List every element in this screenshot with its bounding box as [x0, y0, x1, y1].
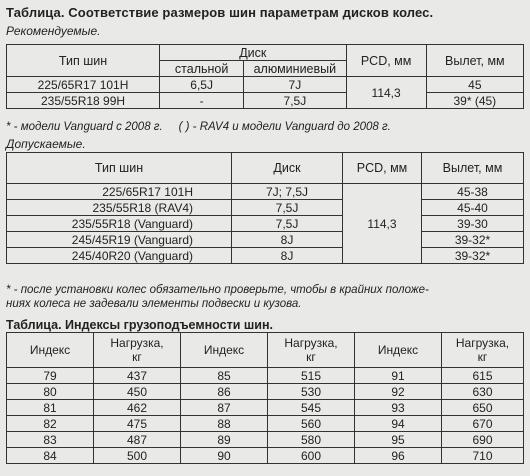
- permitted-note-1: * - после установки колес обязательно проверьте, чтобы в крайних положе-: [6, 284, 429, 296]
- header-load: Нагрузка, кг: [268, 333, 355, 368]
- index-cell: 89: [181, 432, 268, 448]
- header-index: Индекс: [7, 333, 94, 368]
- table-row: [7, 368, 524, 384]
- header-index: Индекс: [355, 333, 442, 368]
- load-index-table: [6, 332, 524, 464]
- offset-cell: 39-32*: [422, 248, 524, 264]
- load-cell: 650: [442, 400, 524, 416]
- page-title: Таблица. Соответствие размеров шин параметрам дисков колес.: [6, 5, 434, 20]
- load-cell: 462: [94, 400, 181, 416]
- tire-cell: 225/65R17 101H: [7, 184, 232, 200]
- load-cell: 515: [268, 368, 355, 384]
- load-cell: 437: [94, 368, 181, 384]
- index-cell: 92: [355, 384, 442, 400]
- disc-cell: 7,5J: [232, 200, 343, 216]
- load-cell: 580: [268, 432, 355, 448]
- load-cell: 475: [94, 416, 181, 432]
- load-table-title: Таблица. Индексы грузоподъемности шин.: [6, 318, 273, 332]
- header-pcd: PCD, мм: [346, 45, 426, 77]
- steel-cell: -: [160, 93, 244, 109]
- header-load: Нагрузка, кг: [442, 333, 524, 368]
- index-cell: 83: [7, 432, 94, 448]
- index-cell: 85: [181, 368, 268, 384]
- load-cell: 690: [442, 432, 524, 448]
- table-row: [7, 448, 524, 464]
- pcd-cell: 114,3: [343, 184, 422, 264]
- offset-cell: 39-32*: [422, 232, 524, 248]
- pcd-cell: 114,3: [346, 77, 426, 109]
- index-cell: 93: [355, 400, 442, 416]
- offset-cell: 45: [426, 77, 523, 93]
- header-steel: стальной: [160, 61, 244, 77]
- disc-cell: 7J; 7,5J: [232, 184, 343, 200]
- index-cell: 94: [355, 416, 442, 432]
- table-row: [7, 232, 524, 248]
- table-row: [7, 384, 524, 400]
- index-cell: 82: [7, 416, 94, 432]
- index-cell: 88: [181, 416, 268, 432]
- recommended-note: * - модели Vanguard с 2008 г. ( ) - RAV4 и модели Vanguard до 2008 г.: [6, 121, 391, 133]
- index-cell: 90: [181, 448, 268, 464]
- load-cell: 600: [268, 448, 355, 464]
- load-cell: 560: [268, 416, 355, 432]
- header-alloy: алюминиевый: [244, 61, 346, 77]
- tire-cell: 225/65R17 101H: [7, 77, 160, 93]
- table-row: [7, 200, 524, 216]
- header-pcd: PCD, мм: [343, 153, 422, 184]
- steel-cell: 6,5J: [160, 77, 244, 93]
- permitted-table: [6, 152, 524, 264]
- load-cell: 545: [268, 400, 355, 416]
- table-row: [7, 416, 524, 432]
- load-cell: 500: [94, 448, 181, 464]
- offset-cell: 45-40: [422, 200, 524, 216]
- disc-cell: 8J: [232, 232, 343, 248]
- table-row: [7, 93, 524, 109]
- offset-cell: 39* (45): [426, 93, 523, 109]
- load-cell: 615: [442, 368, 524, 384]
- index-cell: 86: [181, 384, 268, 400]
- load-cell: 670: [442, 416, 524, 432]
- header-disc: Диск: [232, 153, 343, 184]
- permitted-label: Допускаемые.: [6, 137, 86, 151]
- index-cell: 84: [7, 448, 94, 464]
- header-index: Индекс: [181, 333, 268, 368]
- alloy-cell: 7,5J: [244, 93, 346, 109]
- table-row: [7, 432, 524, 448]
- load-cell: 530: [268, 384, 355, 400]
- index-cell: 87: [181, 400, 268, 416]
- header-offset: Вылет, мм: [422, 153, 524, 184]
- index-cell: 81: [7, 400, 94, 416]
- recommended-label: Рекомендуемые.: [6, 24, 101, 38]
- header-tire: Тип шин: [7, 45, 160, 77]
- disc-cell: 7,5J: [232, 216, 343, 232]
- tire-cell: 235/55R18 (RAV4): [7, 200, 232, 216]
- header-tire: Тип шин: [7, 153, 232, 184]
- header-disc: Диск: [160, 45, 347, 61]
- disc-cell: 8J: [232, 248, 343, 264]
- offset-cell: 39-30: [422, 216, 524, 232]
- header-load: Нагрузка, кг: [94, 333, 181, 368]
- index-cell: 95: [355, 432, 442, 448]
- table-row: [7, 216, 524, 232]
- tire-cell: 235/55R18 (Vanguard): [7, 216, 232, 232]
- load-cell: 710: [442, 448, 524, 464]
- index-cell: 96: [355, 448, 442, 464]
- index-cell: 91: [355, 368, 442, 384]
- permitted-note-2: ниях колеса не задевали элементы подвески и кузова.: [6, 298, 302, 310]
- index-cell: 79: [7, 368, 94, 384]
- recommended-table: [6, 44, 524, 109]
- load-cell: 630: [442, 384, 524, 400]
- table-row: [7, 184, 524, 200]
- load-cell: 487: [94, 432, 181, 448]
- tire-cell: 245/40R20 (Vanguard): [7, 248, 232, 264]
- table-row: [7, 400, 524, 416]
- tire-cell: 235/55R18 99H: [7, 93, 160, 109]
- tire-cell: 245/45R19 (Vanguard): [7, 232, 232, 248]
- offset-cell: 45-38: [422, 184, 524, 200]
- header-offset: Вылет, мм: [426, 45, 523, 77]
- load-cell: 450: [94, 384, 181, 400]
- alloy-cell: 7J: [244, 77, 346, 93]
- index-cell: 80: [7, 384, 94, 400]
- table-row: [7, 77, 524, 93]
- table-row: [7, 248, 524, 264]
